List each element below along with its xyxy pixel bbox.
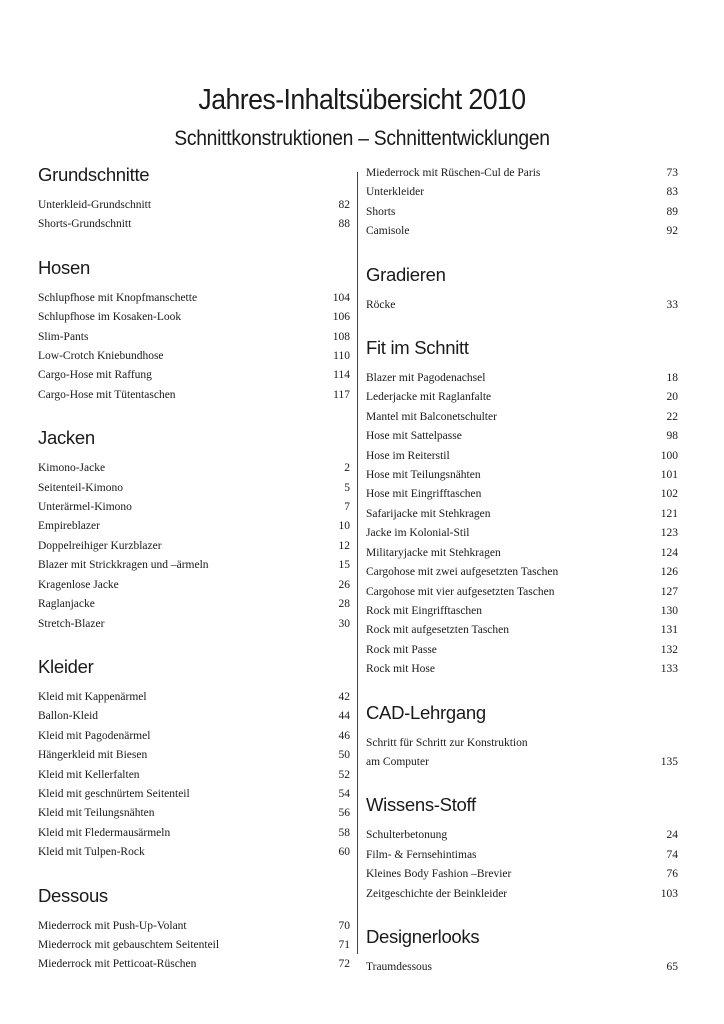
- toc-entry: [38, 366, 350, 385]
- toc-entry-title: Blazer mit Strickkragen und –ärmeln: [38, 559, 209, 572]
- toc-section: [366, 926, 678, 977]
- toc-entry-page: 72: [338, 958, 350, 971]
- section-heading: Dessous: [38, 884, 108, 906]
- toc-entry-title: Low-Crotch Kniebundhose: [38, 350, 164, 363]
- toc-entry: [366, 563, 678, 582]
- toc-entry-page: 83: [666, 186, 678, 199]
- toc-section: [366, 164, 678, 242]
- toc-entry-page: 58: [338, 826, 350, 839]
- toc-section: [38, 427, 350, 634]
- toc-entry-title: Kleid mit Tulpen-Rock: [38, 846, 145, 859]
- toc-entry-page: 5: [344, 481, 350, 494]
- toc-entry: [366, 222, 678, 241]
- toc-entry-page: 98: [666, 430, 678, 443]
- toc-entry-title: Stretch-Blazer: [38, 617, 105, 630]
- toc-entry: [38, 804, 350, 823]
- toc-entry-title: Schlupfhose mit Knopfmanschette: [38, 291, 198, 304]
- section-heading: CAD-Lehrgang: [366, 701, 486, 723]
- toc-entry-title: Kleid mit Pagodenärmel: [38, 729, 151, 742]
- toc-entry-title: Schritt für Schritt zur Konstruktion: [366, 736, 528, 749]
- toc-entry-page: 121: [660, 507, 678, 520]
- toc-entry-title: Cargohose mit zwei aufgesetzten Taschen: [366, 566, 559, 579]
- toc-entry-title: Kragenlose Jacke: [38, 578, 119, 591]
- toc-entry-title: Rock mit Hose: [366, 663, 435, 676]
- toc-entry-page: 73: [666, 167, 678, 179]
- toc-entry-page: 28: [338, 598, 350, 611]
- toc-entry: [38, 766, 350, 785]
- toc-entry-title: Empireblazer: [38, 520, 100, 533]
- toc-entry-title: Röcke: [366, 298, 396, 311]
- toc-entry: [366, 183, 678, 202]
- toc-entry: [366, 296, 678, 315]
- toc-entry: [38, 556, 350, 575]
- toc-entry-title: Kleid mit Kellerfalten: [38, 768, 140, 781]
- toc-entry-title: Traumdessous: [366, 960, 433, 973]
- toc-entry-page: 133: [660, 663, 678, 676]
- toc-entry: [38, 688, 350, 707]
- toc-entry: [38, 917, 350, 936]
- toc-entry: [366, 369, 678, 388]
- toc-entry-title: Cargo-Hose mit Raffung: [38, 369, 152, 382]
- toc-entry-title: Militaryjacke mit Stehkragen: [366, 546, 501, 559]
- toc-entry-page: 15: [338, 559, 350, 572]
- toc-entry-page: 24: [666, 829, 678, 842]
- toc-entry: [366, 447, 678, 466]
- left-column: [38, 164, 350, 975]
- toc-entry-page: 131: [660, 624, 678, 637]
- toc-entry-page: 76: [666, 868, 678, 881]
- page-title: Jahres-Inhaltsübersicht 2010: [198, 84, 526, 116]
- toc-entry: [38, 936, 350, 955]
- toc-entry-page: 127: [660, 585, 678, 598]
- section-heading: Wissens-Stoff: [366, 794, 476, 816]
- toc-section: [38, 885, 350, 975]
- toc-entry: [366, 505, 678, 524]
- toc-entry-title: Unterkleid-Grundschnitt: [38, 199, 152, 211]
- toc-entry: [38, 347, 350, 366]
- section-heading: Jacken: [38, 427, 95, 449]
- toc-entry: [366, 826, 678, 845]
- toc-entry: [38, 595, 350, 614]
- toc-entry-page: 82: [338, 199, 350, 211]
- toc-entry-title: Rock mit Passe: [366, 643, 437, 656]
- toc-entry: [38, 843, 350, 862]
- toc-entry-title: Schlupfhose im Kosaken-Look: [38, 311, 182, 324]
- toc-entry-title: Rock mit Eingrifftaschen: [366, 604, 483, 617]
- toc-entry: [366, 544, 678, 563]
- toc-section: [38, 656, 350, 863]
- toc-entry: [366, 485, 678, 504]
- toc-entry: [38, 537, 350, 556]
- toc-entry: [366, 583, 678, 602]
- toc-entry: [38, 727, 350, 746]
- toc-entry-page: 92: [666, 225, 678, 238]
- toc-entry: [38, 498, 350, 517]
- toc-entry-page: 46: [338, 729, 350, 742]
- toc-entry: [366, 621, 678, 640]
- toc-entry: [366, 958, 678, 977]
- toc-entry-title: Film- & Fernsehintimas: [366, 848, 477, 861]
- toc-section: [366, 702, 678, 773]
- toc-entry: [366, 388, 678, 407]
- toc-entry: [366, 466, 678, 485]
- toc-entry-title: Cargo-Hose mit Tütentaschen: [38, 388, 176, 401]
- toc-entry-title: Kleid mit Kappenärmel: [38, 690, 147, 703]
- toc-entry-title: Kleid mit Fledermausärmeln: [38, 826, 171, 839]
- toc-entry: [38, 785, 350, 804]
- page-subtitle: Schnittkonstruktionen – Schnittentwicklungen: [174, 127, 550, 150]
- toc-entry: [38, 955, 350, 974]
- toc-entry-title: Mantel mit Balconetschulter: [366, 410, 497, 423]
- toc-entry-title: Miederrock mit Push-Up-Volant: [38, 919, 187, 932]
- toc-entry: [366, 602, 678, 621]
- toc-entry: [38, 615, 350, 634]
- toc-entry-page: 26: [338, 578, 350, 591]
- toc-entry: [38, 707, 350, 726]
- toc-entry-page: 117: [333, 388, 350, 401]
- toc-entry: [366, 641, 678, 660]
- toc-entry-title: Unterkleider: [366, 186, 425, 199]
- toc-section: [366, 794, 678, 904]
- toc-entry-title: Doppelreihiger Kurzblazer: [38, 539, 162, 552]
- toc-entry: [366, 164, 678, 183]
- section-heading: Hosen: [38, 256, 90, 278]
- toc-entry-title: Rock mit aufgesetzten Taschen: [366, 624, 510, 637]
- toc-entry: [38, 328, 350, 347]
- toc-entry-page: 7: [344, 501, 350, 514]
- toc-entry-page: 101: [660, 469, 678, 482]
- toc-entry-title: Shorts-Grundschnitt: [38, 218, 132, 231]
- toc-entry-page: 106: [332, 311, 350, 324]
- toc-entry-page: 33: [666, 298, 678, 311]
- toc-entry-page: 126: [660, 566, 678, 579]
- toc-entry-page: 108: [332, 330, 350, 343]
- section-heading: Kleider: [38, 655, 94, 677]
- toc-entry-title: Shorts: [366, 205, 396, 218]
- right-column: [366, 164, 678, 977]
- toc-entry: [38, 386, 350, 405]
- toc-entry: [38, 215, 350, 234]
- toc-entry-title: Schulterbetonung: [366, 829, 448, 842]
- toc-entry-page: 70: [338, 919, 350, 932]
- toc-entry-page: 20: [666, 391, 678, 404]
- toc-entry-title: Kleid mit Teilungsnähten: [38, 807, 155, 820]
- toc-entry-title: Lederjacke mit Raglanfalte: [366, 391, 492, 404]
- toc-entry-page: 2: [344, 462, 350, 475]
- toc-entry: [38, 289, 350, 308]
- toc-entry-page: 65: [666, 960, 678, 973]
- toc-entry: [366, 865, 678, 884]
- toc-entry-page: 10: [338, 520, 350, 533]
- toc-entry: [366, 885, 678, 904]
- toc-entry-page: 110: [333, 350, 350, 363]
- toc-entry-page: 103: [660, 887, 678, 900]
- toc-entry: [366, 846, 678, 865]
- toc-entry-page: 104: [332, 291, 350, 304]
- toc-entry-page: 50: [338, 749, 350, 762]
- toc-entry-page: 12: [338, 539, 350, 552]
- toc-entry-title: Zeitgeschichte der Beinkleider: [366, 887, 508, 900]
- toc-entry-page: 102: [660, 488, 678, 501]
- toc-entry: [38, 459, 350, 478]
- toc-entry: [38, 479, 350, 498]
- toc-entry-title: Unterärmel-Kimono: [38, 501, 132, 514]
- toc-entry-title: Ballon-Kleid: [38, 710, 99, 723]
- toc-entry-title: Hose mit Sattelpasse: [366, 430, 462, 443]
- toc-entry-page: 44: [338, 710, 350, 723]
- toc-entry-title: Miederrock mit Petticoat-Rüschen: [38, 958, 197, 971]
- toc-entry-page: 114: [333, 369, 350, 382]
- toc-entry: [366, 524, 678, 543]
- toc-section: [366, 264, 678, 315]
- toc-entry-page: 42: [338, 690, 350, 703]
- toc-entry: [38, 196, 350, 215]
- toc-entry-page: 89: [666, 205, 678, 218]
- toc-entry-title: Kimono-Jacke: [38, 462, 106, 475]
- toc-entry-page: 135: [660, 755, 678, 768]
- toc-entry-title: Hose mit Teilungsnähten: [366, 469, 481, 482]
- toc-entry-page: 71: [338, 938, 350, 951]
- toc-entry: [366, 734, 678, 753]
- toc-entry-page: 60: [338, 846, 350, 859]
- toc-entry-page: 54: [338, 787, 350, 800]
- toc-entry-title: Slim-Pants: [38, 330, 89, 343]
- toc-entry-title: Safarijacke mit Stehkragen: [366, 507, 491, 520]
- toc-entry-page: 30: [338, 617, 350, 630]
- section-heading: Designerlooks: [366, 925, 480, 947]
- toc-entry-title: Kleid mit geschnürtem Seitenteil: [38, 787, 190, 800]
- toc-entry-title: Miederrock mit gebauschtem Seitenteil: [38, 938, 220, 951]
- toc-entry: [38, 746, 350, 765]
- toc-section: [366, 337, 678, 680]
- toc-section: [38, 164, 350, 235]
- toc-entry-title: Hose mit Eingrifftaschen: [366, 488, 482, 501]
- toc-entry: [38, 576, 350, 595]
- section-heading: Gradieren: [366, 263, 446, 285]
- toc-entry: [366, 753, 678, 772]
- toc-entry-page: 22: [666, 410, 678, 423]
- toc-entry-page: 100: [660, 449, 678, 462]
- toc-entry: [366, 427, 678, 446]
- toc-entry: [38, 308, 350, 327]
- toc-entry-page: 130: [660, 604, 678, 617]
- toc-entry: [366, 408, 678, 427]
- toc-entry-page: 56: [338, 807, 350, 820]
- toc-entry-title: Hängerkleid mit Biesen: [38, 749, 148, 762]
- column-divider: [357, 172, 358, 954]
- toc-entry-page: 18: [666, 372, 678, 385]
- toc-entry: [366, 660, 678, 679]
- toc-entry-title: Seitenteil-Kimono: [38, 481, 123, 494]
- toc-entry-title: Blazer mit Pagodenachsel: [366, 372, 486, 385]
- toc-entry-title: Hose im Reiterstil: [366, 449, 450, 462]
- toc-entry-page: 74: [666, 848, 678, 861]
- toc-entry-title: am Computer: [366, 755, 429, 768]
- toc-entry-title: Camisole: [366, 225, 410, 238]
- toc-entry-page: 88: [338, 218, 350, 231]
- toc-entry-title: Jacke im Kolonial-Stil: [366, 527, 470, 540]
- toc-entry: [366, 203, 678, 222]
- toc-entry: [38, 517, 350, 536]
- toc-section: [38, 257, 350, 405]
- section-heading: Fit im Schnitt: [366, 337, 469, 359]
- toc-entry-page: 124: [660, 546, 678, 559]
- toc-entry-page: 123: [660, 527, 678, 540]
- toc-entry-page: 52: [338, 768, 350, 781]
- toc-entry: [38, 824, 350, 843]
- toc-entry-title: Kleines Body Fashion –Brevier: [366, 868, 512, 881]
- toc-entry-title: Raglanjacke: [38, 598, 95, 611]
- toc-entry-page: 132: [660, 643, 678, 656]
- toc-entry-title: Cargohose mit vier aufgesetzten Taschen: [366, 585, 555, 598]
- toc-entry-title: Miederrock mit Rüschen-Cul de Paris: [366, 167, 541, 179]
- section-heading: Grundschnitte: [38, 164, 150, 185]
